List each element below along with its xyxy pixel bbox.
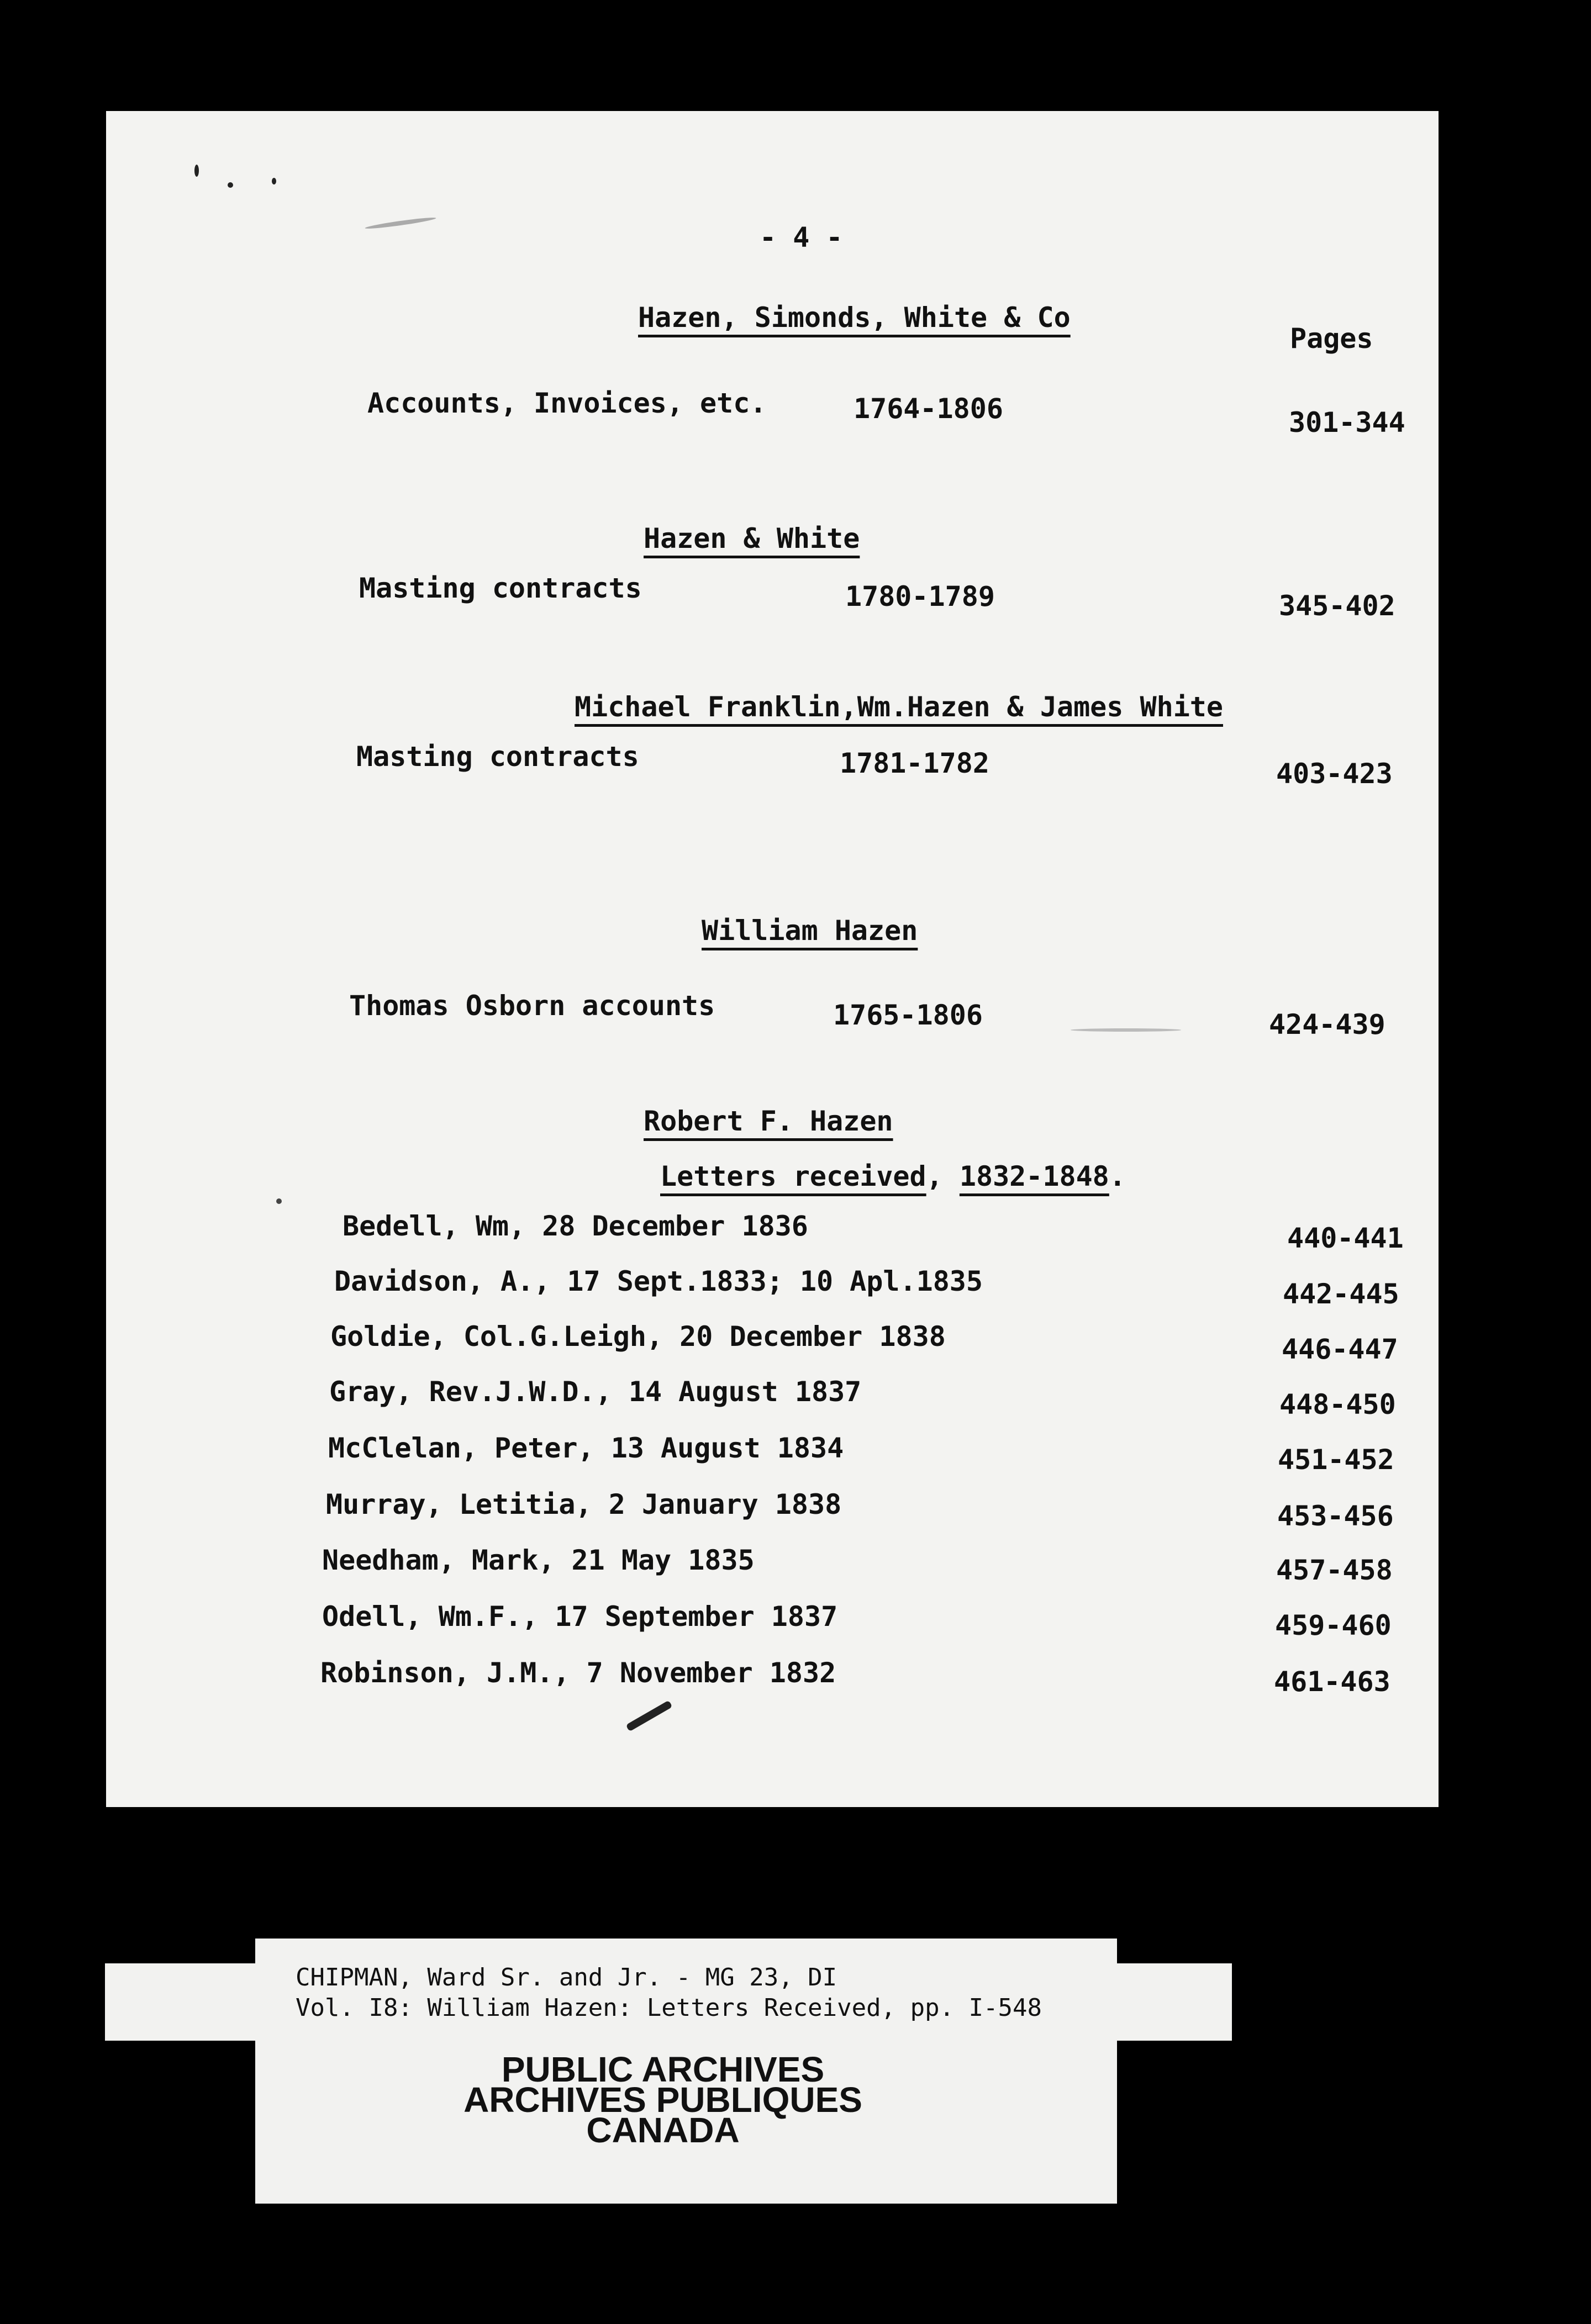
letter-pages: 457-458 [1276,1554,1393,1586]
speck-mark [1071,1028,1181,1032]
letter-entry: Goldie, Col.G.Leigh, 20 December 1838 [330,1321,946,1353]
page-number: - 4 - [760,221,843,253]
row-dates: 1781-1782 [840,747,989,779]
row-pages: 345-402 [1279,590,1395,622]
label-background-right [1110,1963,1229,2032]
speck-mark [228,182,233,188]
letter-pages: 442-445 [1283,1278,1399,1310]
section-heading: Hazen & White [644,522,860,554]
archives-stamp-line-2: ARCHIVES PUBLIQUES [463,2080,862,2120]
row-dates: 1764-1806 [854,393,1003,425]
label-line-1: CHIPMAN, Ward Sr. and Jr. - MG 23, DI [296,1963,837,1992]
row-dates: 1780-1789 [845,580,995,612]
letter-entry: Murray, Letitia, 2 January 1838 [326,1488,842,1520]
row-pages: 403-423 [1276,758,1393,790]
letter-pages: 453-456 [1277,1500,1394,1532]
speck-mark [272,178,276,184]
speck-mark [276,1198,282,1204]
letter-pages: 461-463 [1274,1666,1390,1698]
row-description: Masting contracts [356,741,639,773]
speck-mark [194,165,199,177]
letter-pages: 448-450 [1279,1388,1396,1420]
row-pages: 301-344 [1289,406,1405,439]
archives-stamp-line-1: PUBLIC ARCHIVES [501,2050,825,2089]
pages-column-header: Pages [1290,323,1373,355]
letter-entry: Gray, Rev.J.W.D., 14 August 1837 [329,1376,862,1408]
letter-entry: McClelan, Peter, 13 August 1834 [328,1432,844,1464]
row-description: Accounts, Invoices, etc. [367,387,767,419]
letter-entry: Davidson, A., 17 Sept.1833; 10 Apl.1835 [334,1265,983,1297]
archives-stamp-line-3: CANADA [586,2110,740,2150]
section-heading: William Hazen [702,915,918,947]
letters-subheading-comma: , [926,1160,960,1192]
letter-pages: 440-441 [1287,1222,1404,1254]
section-heading: Robert F. Hazen [644,1105,893,1137]
letters-subheading-period: . [1109,1160,1126,1192]
letter-pages: 446-447 [1282,1333,1398,1365]
letters-subheading-dates: 1832-1848 [959,1160,1109,1192]
letter-entry: Bedell, Wm, 28 December 1836 [343,1210,808,1242]
letter-pages: 451-452 [1278,1444,1394,1476]
letter-entry: Robinson, J.M., 7 November 1832 [320,1657,836,1689]
document-page [106,111,1439,1807]
letter-entry: Odell, Wm.F., 17 September 1837 [322,1601,838,1633]
letter-entry: Needham, Mark, 21 May 1835 [322,1544,755,1576]
row-description: Masting contracts [359,572,642,604]
section-heading: Michael Franklin,Wm.Hazen & James White [575,691,1223,723]
section-heading: Hazen, Simonds, White & Co [638,302,1071,334]
label-line-2: Vol. I8: William Hazen: Letters Received, pp. I-548 [296,1994,1042,2022]
letters-subheading-text: Letters received [660,1160,926,1192]
row-description: Thomas Osborn accounts [349,990,715,1022]
row-dates: 1765-1806 [833,999,983,1031]
letters-subheading [660,1160,1126,1192]
letter-pages: 459-460 [1275,1609,1392,1641]
row-pages: 424-439 [1269,1008,1385,1040]
